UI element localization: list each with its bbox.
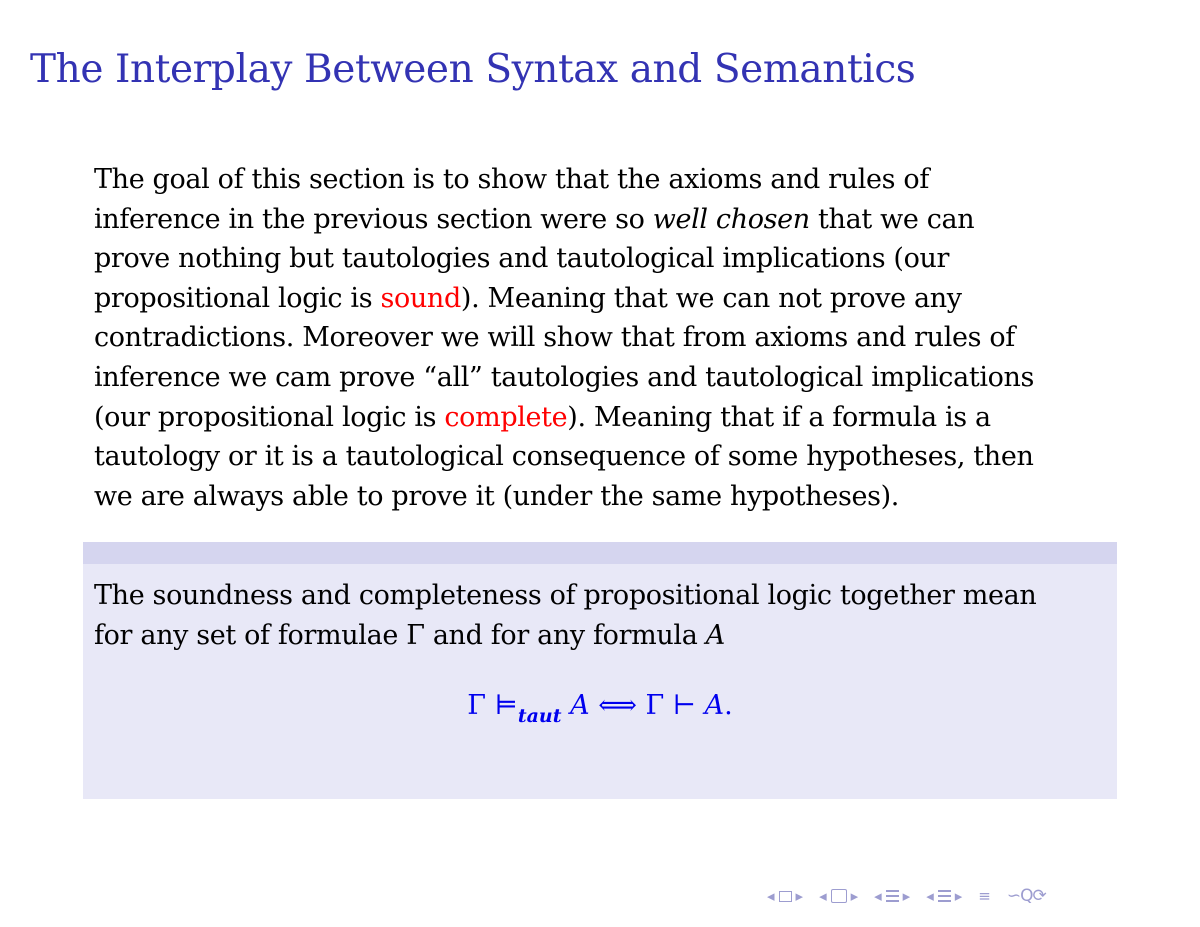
intro-line-8: tautology or it is a tautological consequence of some hypotheses, then: [94, 441, 1034, 473]
nav-document-icon[interactable]: [938, 890, 951, 902]
nav-back-search-icon[interactable]: ∽Q⟳: [1006, 886, 1046, 906]
block-header-bar: [83, 542, 1117, 564]
nav-appendix-icon[interactable]: ≡: [978, 887, 991, 905]
intro-line-4-b: ). Meaning that we can not prove any: [460, 282, 962, 314]
nav-frame-group[interactable]: [766, 887, 804, 905]
beamer-navigation-bar: [766, 882, 1061, 910]
models-symbol: ⊨: [494, 690, 518, 721]
nav-subsection-prev-icon[interactable]: ◂: [819, 887, 827, 905]
block-line-2-a: for any set of formulae Γ and for any formula: [94, 619, 706, 651]
nav-subsection-icon[interactable]: [831, 889, 847, 903]
nav-section-group[interactable]: [873, 887, 911, 905]
nav-search-group[interactable]: [1006, 886, 1047, 906]
formula-period: .: [724, 690, 733, 721]
intro-paragraph: [94, 160, 1124, 516]
iff-symbol: ⟺: [589, 690, 646, 721]
intro-line-7: [94, 398, 1124, 438]
intro-line-6: inference we cam prove “all” tautologies and tautological implications: [94, 361, 1035, 393]
intro-line-7-b: ). Meaning that if a formula is a: [567, 401, 991, 433]
nav-section-icon[interactable]: [886, 890, 899, 902]
nav-section-next-icon[interactable]: ▸: [902, 887, 911, 905]
formula-gamma-turnstile: Γ ⊢: [645, 690, 705, 721]
nav-document-group[interactable]: [925, 887, 963, 905]
formula-a-right: A: [704, 690, 725, 721]
nav-frame-prev-icon[interactable]: ◂: [767, 887, 775, 905]
nav-section-prev-icon[interactable]: ◂: [874, 887, 882, 905]
theorem-block: [83, 542, 1117, 799]
nav-appendix-group[interactable]: [977, 887, 992, 905]
slide-title: The Interplay Between Syntax and Semantics: [30, 47, 916, 92]
intro-line-9: we are always able to prove it (under the same hypotheses).: [94, 480, 899, 512]
alert-complete: complete: [444, 401, 568, 433]
nav-subsection-next-icon[interactable]: ▸: [850, 887, 859, 905]
intro-line-4: [94, 279, 1124, 319]
emphasis-well-chosen: well chosen: [652, 203, 810, 235]
formula-a-left: A: [561, 690, 590, 721]
intro-line-5: contradictions. Moreover we will show that from axioms and rules of: [94, 322, 1015, 354]
block-line-1: The soundness and completeness of propositional logic together mean: [94, 580, 1037, 611]
intro-line-2-b: that we can: [809, 203, 975, 235]
intro-line-7-a: (our propositional logic is: [94, 401, 445, 433]
taut-subscript: taut: [517, 705, 562, 727]
block-line-2: [94, 616, 1117, 656]
nav-subsection-group[interactable]: [818, 887, 859, 905]
soundness-completeness-formula: [83, 686, 1117, 728]
alert-sound: sound: [380, 282, 461, 314]
nav-frame-next-icon[interactable]: ▸: [795, 887, 804, 905]
intro-line-2-a: inference in the previous section were so: [94, 203, 653, 235]
intro-line-3: prove nothing but tautologies and tautological implications (our: [94, 243, 950, 275]
block-var-a: A: [705, 619, 725, 651]
nav-document-prev-icon[interactable]: ◂: [926, 887, 934, 905]
intro-line-4-a: propositional logic is: [94, 282, 381, 314]
intro-line-1: The goal of this section is to show that the axioms and rules of: [94, 164, 929, 195]
formula-gamma-left: Γ: [467, 690, 495, 721]
intro-line-2: [94, 200, 1124, 240]
block-body: [83, 564, 1117, 655]
nav-document-next-icon[interactable]: ▸: [954, 887, 963, 905]
nav-frame-icon[interactable]: [779, 891, 792, 902]
